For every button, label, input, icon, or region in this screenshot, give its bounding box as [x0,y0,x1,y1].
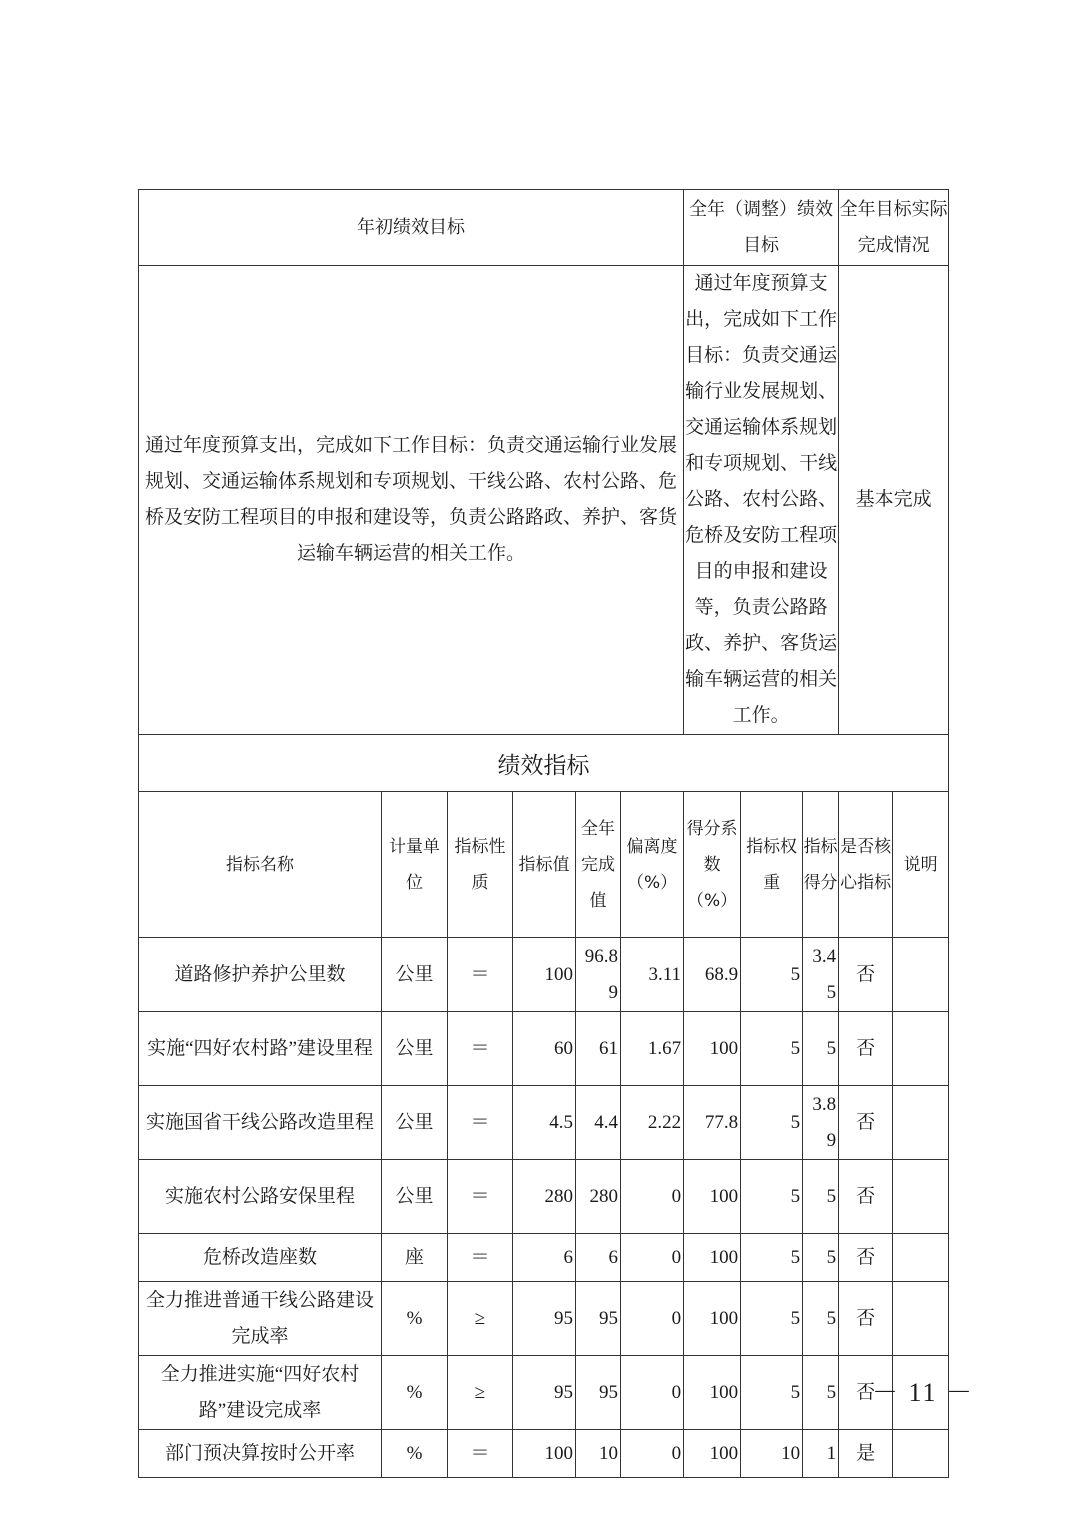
page-number: － 11 － [872,1378,975,1407]
table-row [139,1086,949,1160]
column-header: 偏离度（%） [621,792,684,938]
cell-deviation: 0 [621,1160,684,1234]
cell-name: 实施国省干线公路改造里程 [139,1086,382,1160]
cell-actual: 96.89 [576,938,621,1012]
column-header-row [139,792,949,938]
cell-weight: 5 [741,1282,803,1356]
cell-core: 否 [839,1282,893,1356]
column-header: 全年完成值 [576,792,621,938]
cell-target: 95 [513,1282,576,1356]
cell-unit: % [382,1356,448,1430]
cell-actual: 280 [576,1160,621,1234]
cell-target: 280 [513,1160,576,1234]
cell-score: 3.89 [803,1086,839,1160]
cell-coef: 100 [684,1234,741,1282]
cell-actual: 61 [576,1012,621,1086]
column-header: 是否核心指标 [839,792,893,938]
cell-deviation: 0 [621,1282,684,1356]
actual-completion-text: 基本完成 [839,266,949,735]
cell-coef: 77.8 [684,1086,741,1160]
cell-weight: 5 [741,1012,803,1086]
cell-weight: 5 [741,1086,803,1160]
table-row [139,1234,949,1282]
cell-name: 全力推进实施“四好农村路”建设完成率 [139,1356,382,1430]
cell-deviation: 2.22 [621,1086,684,1160]
cell-weight: 5 [741,1234,803,1282]
cell-unit: % [382,1282,448,1356]
column-header: 指标得分 [803,792,839,938]
cell-note [893,1160,949,1234]
cell-actual: 10 [576,1430,621,1478]
cell-unit: % [382,1430,448,1478]
goals-header-row [139,190,949,266]
cell-coef: 100 [684,1012,741,1086]
cell-core: 否 [839,1356,893,1430]
cell-coef: 100 [684,1282,741,1356]
header-adjusted-goal: 全年（调整）绩效目标 [684,190,839,266]
cell-nature: ＝ [448,1012,513,1086]
cell-weight: 10 [741,1430,803,1478]
cell-name: 实施农村公路安保里程 [139,1160,382,1234]
section-title-row [139,735,949,792]
cell-nature: ≥ [448,1282,513,1356]
cell-name: 部门预决算按时公开率 [139,1430,382,1478]
cell-unit: 公里 [382,1160,448,1234]
cell-score: 5 [803,1160,839,1234]
cell-actual: 95 [576,1356,621,1430]
table-row [139,1356,949,1430]
column-header: 计量单位 [382,792,448,938]
cell-unit: 公里 [382,1086,448,1160]
cell-score: 1 [803,1430,839,1478]
table-row [139,1160,949,1234]
table-row [139,1282,949,1356]
column-header: 指标值 [513,792,576,938]
cell-note [893,938,949,1012]
cell-score: 5 [803,1234,839,1282]
cell-nature: ＝ [448,1234,513,1282]
cell-nature: ≥ [448,1356,513,1430]
cell-unit: 座 [382,1234,448,1282]
cell-note [893,1282,949,1356]
cell-actual: 4.4 [576,1086,621,1160]
header-actual-completion: 全年目标实际完成情况 [839,190,949,266]
performance-table [138,189,949,1478]
column-header: 说明 [893,792,949,938]
table-row [139,1012,949,1086]
cell-unit: 公里 [382,938,448,1012]
adjusted-goal-text: 通过年度预算支出，完成如下工作目标：负责交通运输行业发展规划、交通运输体系规划和专项规划、干线公路、农村公路、危桥及安防工程项目的申报和建设等，负责公路路政、养护、客货运输车辆运营的相关工作。 [684,266,839,735]
cell-deviation: 0 [621,1430,684,1478]
cell-target: 100 [513,1430,576,1478]
cell-nature: ＝ [448,1160,513,1234]
cell-name: 道路修护养护公里数 [139,938,382,1012]
cell-weight: 5 [741,1356,803,1430]
cell-core: 否 [839,1012,893,1086]
cell-unit: 公里 [382,1012,448,1086]
cell-name: 实施“四好农村路”建设里程 [139,1012,382,1086]
cell-coef: 100 [684,1356,741,1430]
cell-deviation: 1.67 [621,1012,684,1086]
cell-core: 否 [839,1086,893,1160]
cell-target: 95 [513,1356,576,1430]
cell-nature: ＝ [448,1430,513,1478]
initial-goal-text: 通过年度预算支出，完成如下工作目标：负责交通运输行业发展规划、交通运输体系规划和专项规划、干线公路、农村公路、危桥及安防工程项目的申报和建设等，负责公路路政、养护、客货运输车辆运营的相关工作。 [139,266,684,735]
cell-core: 否 [839,1234,893,1282]
cell-score: 5 [803,1012,839,1086]
cell-target: 6 [513,1234,576,1282]
cell-nature: ＝ [448,1086,513,1160]
cell-nature: ＝ [448,938,513,1012]
cell-note [893,1012,949,1086]
section-title: 绩效指标 [139,735,949,792]
goals-row [139,266,949,735]
column-header: 得分系数（%） [684,792,741,938]
column-header: 指标权重 [741,792,803,938]
cell-target: 4.5 [513,1086,576,1160]
cell-core: 否 [839,1160,893,1234]
cell-actual: 95 [576,1282,621,1356]
cell-name: 危桥改造座数 [139,1234,382,1282]
cell-note [893,1086,949,1160]
table-row [139,938,949,1012]
cell-weight: 5 [741,938,803,1012]
cell-score: 5 [803,1282,839,1356]
header-initial-goal: 年初绩效目标 [139,190,684,266]
cell-score: 5 [803,1356,839,1430]
cell-coef: 68.9 [684,938,741,1012]
column-header: 指标性质 [448,792,513,938]
cell-score: 3.45 [803,938,839,1012]
cell-note [893,1430,949,1478]
cell-actual: 6 [576,1234,621,1282]
cell-core: 是 [839,1430,893,1478]
cell-core: 否 [839,938,893,1012]
cell-note [893,1234,949,1282]
cell-deviation: 3.11 [621,938,684,1012]
cell-deviation: 0 [621,1234,684,1282]
cell-name: 全力推进普通干线公路建设完成率 [139,1282,382,1356]
column-header: 指标名称 [139,792,382,938]
cell-deviation: 0 [621,1356,684,1430]
cell-coef: 100 [684,1160,741,1234]
cell-weight: 5 [741,1160,803,1234]
cell-target: 60 [513,1012,576,1086]
cell-coef: 100 [684,1430,741,1478]
cell-target: 100 [513,938,576,1012]
table-row [139,1430,949,1478]
